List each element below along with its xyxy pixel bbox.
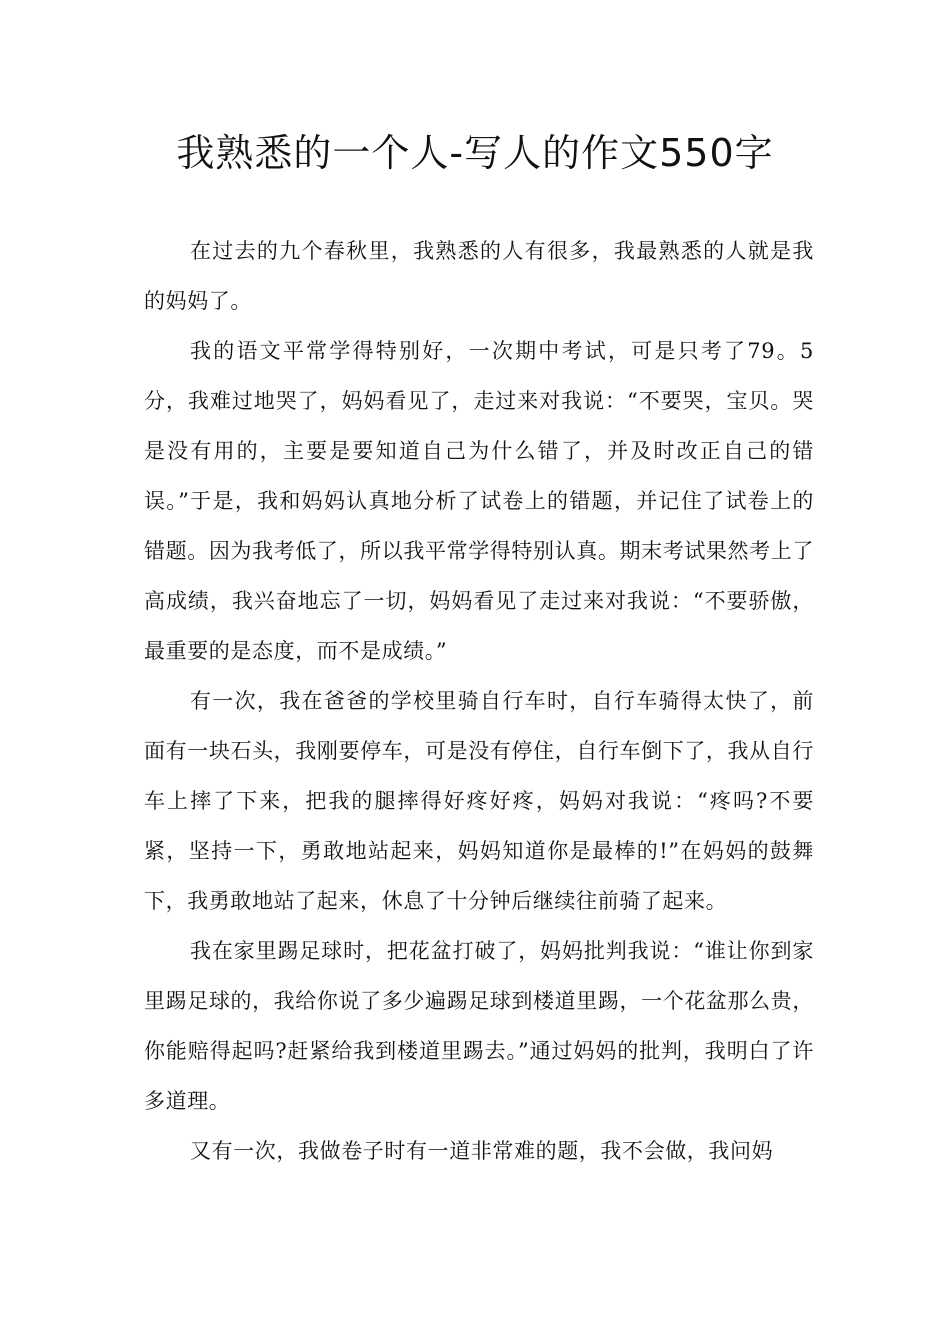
essay-body	[144, 226, 814, 1176]
paragraph-2: 我的语文平常学得特别好，一次期中考试，可是只考了79。5分，我难过地哭了，妈妈看见了，走过来对我说：“不要哭，宝贝。哭是没有用的，主要是要知道自己为什么错了，并及时改正自己的错误。”于是，我和妈妈认真地分析了试卷上的错题，并记住了试卷上的错题。因为我考低了，所以我平常学得特别认真。期末考试果然考上了高成绩，我兴奋地忘了一切，妈妈看见了走过来对我说：“不要骄傲，最重要的是态度，而不是成绩。”	[144, 339, 814, 663]
paragraph-1: 在过去的九个春秋里，我熟悉的人有很多，我最熟悉的人就是我的妈妈了。	[144, 239, 814, 313]
paragraph-5: 又有一次，我做卷子时有一道非常难的题，我不会做，我问妈	[190, 1139, 774, 1163]
paragraph-3: 有一次，我在爸爸的学校里骑自行车时，自行车骑得太快了，前面有一块石头，我刚要停车，可是没有停住，自行车倒下了，我从自行车上摔了下来，把我的腿摔得好疼好疼，妈妈对我说：“疼吗?不要紧，坚持一下，勇敢地站起来，妈妈知道你是最棒的!”在妈妈的鼓舞下，我勇敢地站了起来，休息了十分钟后继续往前骑了起来。	[144, 689, 814, 913]
essay-title: 我熟悉的一个人-写人的作文550字	[176, 131, 774, 175]
paragraph-4: 我在家里踢足球时，把花盆打破了，妈妈批判我说：“谁让你到家里踢足球的，我给你说了多少遍踢足球到楼道里踢，一个花盆那么贵，你能赔得起吗?赶紧给我到楼道里踢去。”通过妈妈的批判，我明白了许多道理。	[144, 939, 814, 1113]
